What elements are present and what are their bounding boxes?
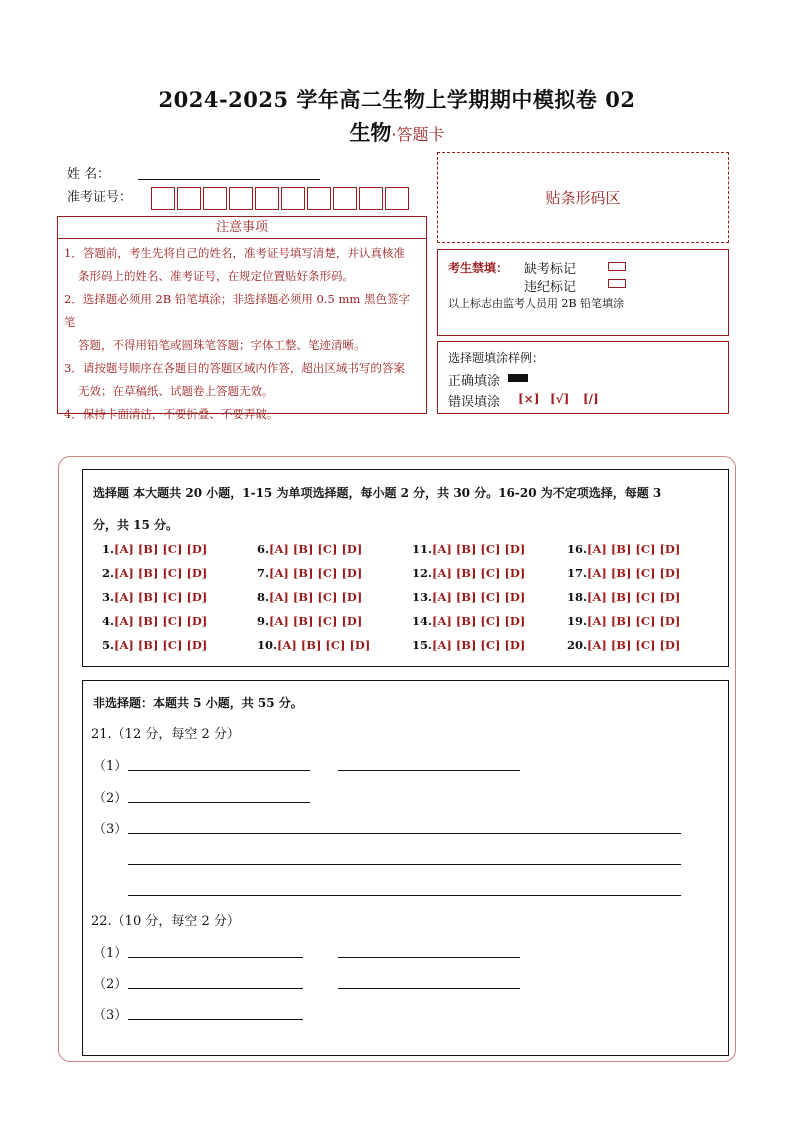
answer-line[interactable] (128, 988, 303, 989)
answer-line[interactable] (338, 957, 520, 958)
mc-options[interactable]: [A] [B] [C] [D] (432, 590, 526, 604)
mc-options[interactable]: [A] [B] [C] [D] (114, 542, 208, 556)
mc-question[interactable] (412, 542, 525, 556)
id-label: 准考证号： (67, 190, 133, 205)
notice-item: 4．保持卡面清洁，不要折叠、不要弄破。 (64, 407, 279, 421)
id-box[interactable] (385, 187, 409, 210)
notice-item: 2．选择题必须用 2B 铅笔填涂；非选择题必须用 0.5 mm 黑色签字笔 (64, 292, 410, 329)
mc-question[interactable] (412, 614, 525, 628)
nonmc-heading: 非选择题：本题共 5 小题，共 55 分。 (93, 696, 303, 710)
mc-question[interactable] (412, 590, 525, 604)
mc-instructions-cont: 分，共 15 分。 (93, 518, 179, 532)
mc-question-number: 5. (102, 638, 115, 652)
mc-options[interactable]: [A] [B] [C] [D] (114, 566, 208, 580)
mc-options[interactable]: [A] [B] [C] [D] (432, 542, 526, 556)
mc-question-number: 9. (257, 614, 270, 628)
notice-item: 条形码上的姓名、准考证号，在规定位置贴好条形码。 (78, 269, 354, 283)
barcode-label: 贴条形码区 (545, 189, 621, 207)
mc-question-number: 14. (412, 614, 433, 628)
mc-options[interactable]: [A] [B] [C] [D] (587, 638, 681, 652)
q22-part-label: （1） (93, 946, 128, 961)
mc-question[interactable] (567, 566, 680, 580)
answer-line[interactable] (128, 895, 681, 896)
absent-label: 缺考标记 (524, 262, 577, 277)
mc-section (82, 469, 729, 667)
card-label: 答题卡 (396, 125, 445, 144)
correct-fill-label: 正确填涂 (448, 374, 501, 389)
mc-options[interactable]: [A] [B] [C] [D] (432, 614, 526, 628)
mc-question-number: 12. (412, 566, 433, 580)
mc-options[interactable]: [A] [B] [C] [D] (587, 590, 681, 604)
subtitle-separator: · (391, 125, 397, 144)
notice-heading: 注意事项 (58, 217, 426, 239)
id-box[interactable] (151, 187, 175, 210)
mc-question-number: 16. (567, 542, 588, 556)
q22-title: 22.（10 分，每空 2 分） (91, 914, 240, 929)
page-title: 2024-2025 学年高二生物上学期期中模拟卷 02 (158, 87, 636, 112)
violation-checkbox[interactable] (608, 279, 626, 288)
notice-item: 无效；在草稿纸、试题卷上答题无效。 (78, 384, 274, 398)
fill-example-box (437, 341, 729, 414)
mc-options[interactable]: [A] [B] [C] [D] (587, 614, 681, 628)
barcode-area (437, 152, 729, 243)
answer-line[interactable] (128, 957, 303, 958)
mc-question-number: 13. (412, 590, 433, 604)
notice-item: 答题，不得用铅笔或圆珠笔答题；字体工整、笔迹清晰。 (78, 338, 366, 352)
id-box[interactable] (281, 187, 305, 210)
mc-question[interactable] (102, 590, 207, 604)
answer-line[interactable] (128, 833, 681, 834)
wrong-mark: [√] (550, 392, 570, 406)
id-box[interactable] (359, 187, 383, 210)
mc-options[interactable]: [A] [B] [C] [D] (269, 566, 363, 580)
answer-line[interactable] (338, 988, 520, 989)
answer-line[interactable] (128, 864, 681, 865)
mc-options[interactable]: [A] [B] [C] [D] (269, 590, 363, 604)
mc-options[interactable]: [A] [B] [C] [D] (114, 590, 208, 604)
subject-label: 生物 (349, 120, 392, 145)
wrong-fill-label: 错误填涂 (448, 395, 501, 410)
prohibited-box (437, 249, 729, 336)
correct-fill-swatch (508, 374, 528, 382)
mc-question[interactable] (257, 638, 370, 652)
mc-options[interactable]: [A] [B] [C] [D] (587, 542, 681, 556)
mc-question-number: 11. (412, 542, 433, 556)
mc-options[interactable]: [A] [B] [C] [D] (587, 566, 681, 580)
id-box[interactable] (333, 187, 357, 210)
mc-question[interactable] (257, 590, 362, 604)
mc-question-number: 10. (257, 638, 278, 652)
mc-question[interactable] (567, 590, 680, 604)
mc-question[interactable] (412, 638, 525, 652)
mc-question[interactable] (257, 566, 362, 580)
mc-question[interactable] (567, 638, 680, 652)
mc-question[interactable] (102, 542, 207, 556)
q22-part-label: （2） (93, 977, 128, 992)
name-label: 姓 名： (67, 167, 111, 182)
mc-question-number: 4. (102, 614, 115, 628)
mc-question[interactable] (567, 542, 680, 556)
mc-question[interactable] (257, 542, 362, 556)
violation-label: 违纪标记 (524, 280, 577, 295)
notice-box (57, 216, 427, 421)
page-subtitle (0, 117, 794, 147)
q21-part-label: （3） (93, 822, 128, 837)
nonmc-section (82, 680, 729, 1056)
wrong-mark: [/] (583, 392, 599, 406)
mc-instructions: 选择题 本大题共 20 小题，1-15 为单项选择题，每小题 2 分，共 30 分。16-20 为不定项选择，每题 3 (93, 486, 662, 500)
mc-question[interactable] (102, 566, 207, 580)
mc-question[interactable] (257, 614, 362, 628)
q21-title: 21.（12 分，每空 2 分） (91, 727, 240, 742)
prohibited-note: 以上标志由监考人员用 2B 铅笔填涂 (448, 297, 625, 310)
q22-part-label: （3） (93, 1008, 128, 1023)
fill-example-heading: 选择题填涂样例： (448, 351, 545, 365)
id-box[interactable] (203, 187, 227, 210)
mc-options[interactable]: [A] [B] [C] [D] (269, 542, 363, 556)
prohibited-label: 考生禁填： (448, 261, 509, 275)
mc-question-number: 7. (257, 566, 270, 580)
mc-question-number: 3. (102, 590, 115, 604)
mc-options[interactable]: [A] [B] [C] [D] (277, 638, 371, 652)
mc-question-number: 2. (102, 566, 115, 580)
notice-item: 1．答题前，考生先将自己的姓名，准考证号填写清楚，并认真核准 (64, 246, 405, 260)
mc-options[interactable]: [A] [B] [C] [D] (269, 614, 363, 628)
mc-question-number: 17. (567, 566, 588, 580)
mc-question-number: 15. (412, 638, 433, 652)
mc-question[interactable] (102, 638, 207, 652)
answer-line[interactable] (338, 770, 520, 771)
mc-question-number: 6. (257, 542, 270, 556)
name-field[interactable] (138, 179, 320, 180)
id-box[interactable] (229, 187, 253, 210)
mc-question-number: 20. (567, 638, 588, 652)
mc-question-number: 18. (567, 590, 588, 604)
mc-question-number: 19. (567, 614, 588, 628)
mc-options[interactable]: [A] [B] [C] [D] (432, 566, 526, 580)
q21-part-label: （1） (93, 759, 128, 774)
answer-line[interactable] (128, 770, 310, 771)
id-box[interactable] (177, 187, 201, 210)
mc-options[interactable]: [A] [B] [C] [D] (114, 638, 208, 652)
q21-part-label: （2） (93, 791, 128, 806)
answer-line[interactable] (128, 802, 310, 803)
mc-question[interactable] (102, 614, 207, 628)
id-box[interactable] (255, 187, 279, 210)
mc-question[interactable] (567, 614, 680, 628)
answer-line[interactable] (128, 1019, 303, 1020)
notice-item: 3．请按题号顺序在各题目的答题区域内作答，超出区域书写的答案 (64, 361, 405, 375)
id-boxes[interactable] (151, 187, 411, 210)
mc-options[interactable]: [A] [B] [C] [D] (432, 638, 526, 652)
id-box[interactable] (307, 187, 331, 210)
mc-question-number: 1. (102, 542, 115, 556)
mc-question[interactable] (412, 566, 525, 580)
mc-options[interactable]: [A] [B] [C] [D] (114, 614, 208, 628)
wrong-mark: [×] (518, 392, 540, 406)
mc-question-number: 8. (257, 590, 270, 604)
absent-checkbox[interactable] (608, 262, 626, 271)
